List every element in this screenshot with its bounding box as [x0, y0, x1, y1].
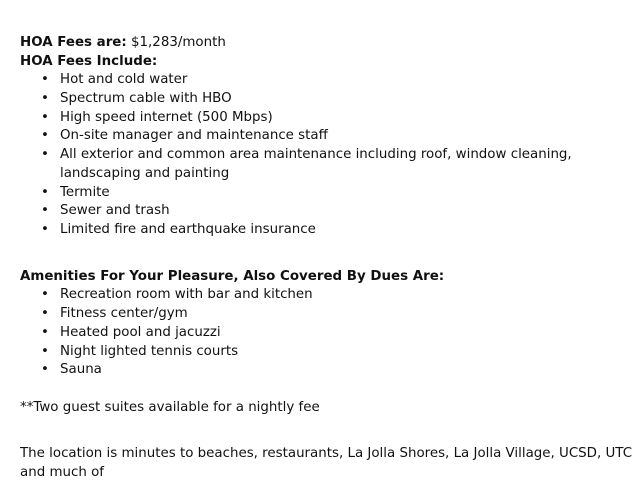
document-body: [20, 34, 635, 480]
location-paragraph: The location is minutes to beaches, restaurants, La Jolla Shores, La Jolla Village, UCSD, UTC and much of: [20, 446, 633, 480]
hoa-fees-label: HOA Fees are:: [20, 35, 127, 50]
fees-include-list: [20, 71, 635, 239]
hoa-fees-value: $1,283/month: [131, 35, 226, 50]
hoa-fees-line: [20, 34, 635, 53]
list-item: • Limited fire and earthquake insurance: [20, 221, 635, 240]
list-item: • On-site manager and maintenance staff: [20, 127, 635, 146]
list-item: • All exterior and common area maintenance including roof, window cleaning, landscaping and painting: [20, 146, 635, 183]
list-item: • Sewer and trash: [20, 202, 635, 221]
guest-suites-note: **Two guest suites available for a nightly fee: [20, 399, 320, 415]
list-item: • Recreation room with bar and kitchen: [20, 286, 635, 305]
list-item: • High speed internet (500 Mbps): [20, 109, 635, 128]
list-item: • Spectrum cable with HBO: [20, 90, 635, 109]
list-item: • Heated pool and jacuzzi: [20, 324, 635, 343]
list-item: • Termite: [20, 184, 635, 203]
list-item: • Fitness center/gym: [20, 305, 635, 324]
list-item: • Night lighted tennis courts: [20, 343, 635, 362]
fees-include-heading: HOA Fees Include:: [20, 53, 158, 69]
amenities-heading: Amenities For Your Pleasure, Also Covered By Dues Are:: [20, 268, 445, 284]
amenities-list: [20, 286, 635, 380]
list-item: • Sauna: [20, 361, 635, 380]
list-item: • Hot and cold water: [20, 71, 635, 90]
